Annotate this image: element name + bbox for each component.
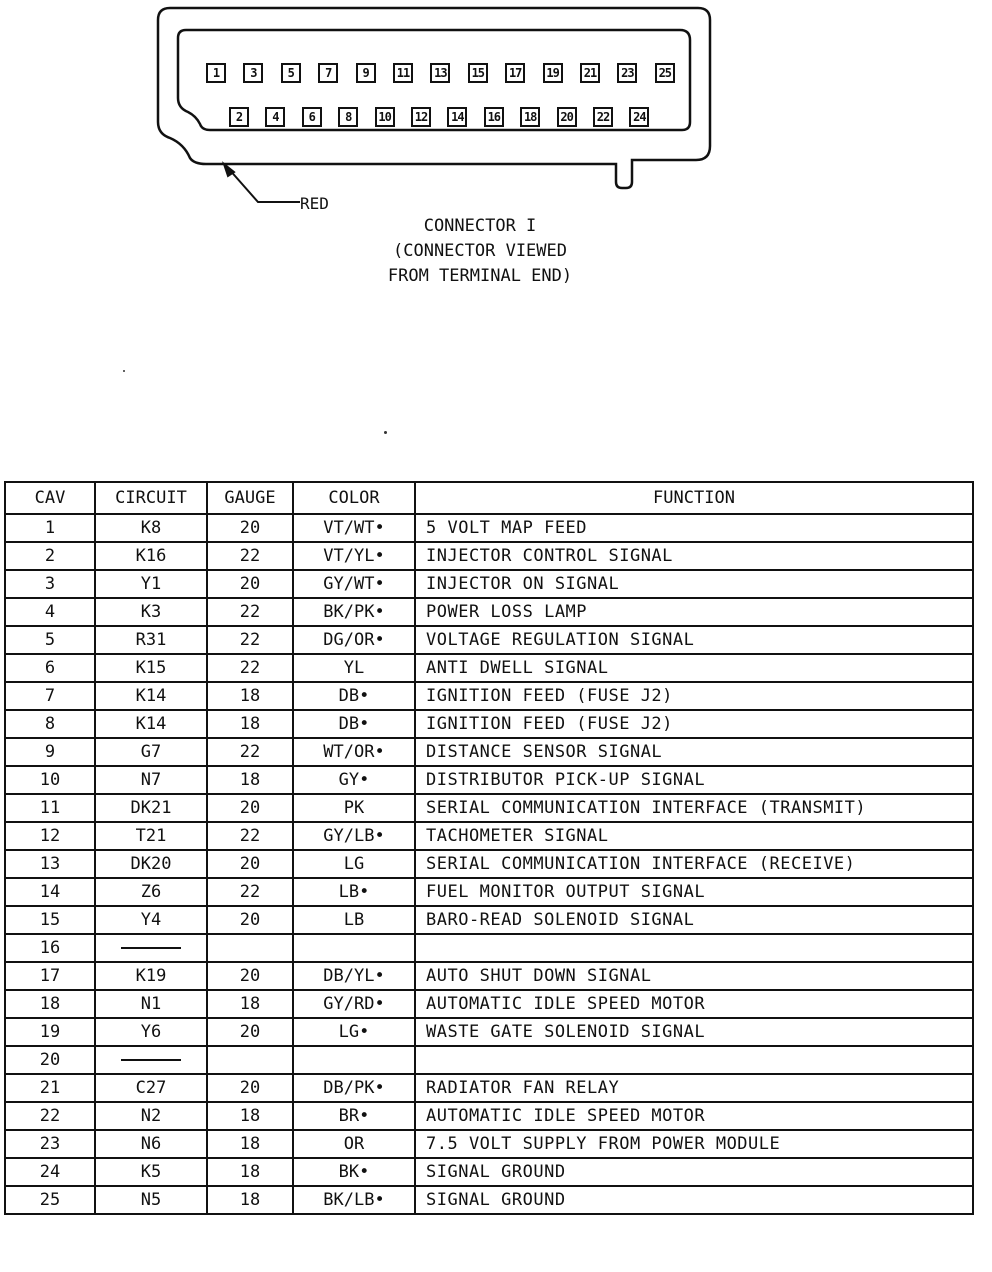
pin-cavity: 13 (430, 63, 450, 83)
cell-cav: 1 (5, 514, 95, 542)
table-row (5, 710, 973, 738)
cell-circuit (95, 934, 207, 962)
cell-cav: 15 (5, 906, 95, 934)
cell-gauge: 20 (207, 850, 293, 878)
cell-circuit: N5 (95, 1186, 207, 1214)
cell-circuit: Y1 (95, 570, 207, 598)
cell-cav: 7 (5, 682, 95, 710)
pin-cavity: 22 (593, 107, 613, 127)
cell-gauge: 20 (207, 1074, 293, 1102)
cell-function: INJECTOR ON SIGNAL (415, 570, 973, 598)
cell-circuit: DK21 (95, 794, 207, 822)
red-pointer-label: RED (300, 194, 329, 213)
cell-function: ANTI DWELL SIGNAL (415, 654, 973, 682)
cell-cav: 23 (5, 1130, 95, 1158)
cell-color: GY• (293, 766, 415, 794)
cell-gauge: 18 (207, 1186, 293, 1214)
cell-circuit: N1 (95, 990, 207, 1018)
table-row (5, 962, 973, 990)
pin-cavity: 16 (484, 107, 504, 127)
cell-cav: 3 (5, 570, 95, 598)
cell-color (293, 934, 415, 962)
cell-color: GY/WT• (293, 570, 415, 598)
unused-dash (121, 947, 181, 949)
cell-gauge: 22 (207, 626, 293, 654)
cell-circuit: Y6 (95, 1018, 207, 1046)
cell-gauge: 20 (207, 1018, 293, 1046)
pin-cavity: 15 (468, 63, 488, 83)
cell-circuit: Y4 (95, 906, 207, 934)
table-row (5, 1186, 973, 1214)
table-row (5, 794, 973, 822)
cell-color: LG• (293, 1018, 415, 1046)
cell-cav: 12 (5, 822, 95, 850)
cell-gauge: 20 (207, 570, 293, 598)
cell-cav: 13 (5, 850, 95, 878)
table-row (5, 766, 973, 794)
pin-cavity: 21 (580, 63, 600, 83)
cell-gauge: 18 (207, 766, 293, 794)
pin-cavity: 5 (281, 63, 301, 83)
cell-function: DISTRIBUTOR PICK-UP SIGNAL (415, 766, 973, 794)
cell-color: GY/RD• (293, 990, 415, 1018)
cell-function: INJECTOR CONTROL SIGNAL (415, 542, 973, 570)
cell-color: DG/OR• (293, 626, 415, 654)
pin-cavity: 12 (411, 107, 431, 127)
cell-circuit: K15 (95, 654, 207, 682)
table-row (5, 1074, 973, 1102)
cell-color: YL (293, 654, 415, 682)
cell-gauge: 22 (207, 654, 293, 682)
cell-circuit: K3 (95, 598, 207, 626)
cell-gauge: 22 (207, 822, 293, 850)
cell-color: DB• (293, 682, 415, 710)
cell-function: DISTANCE SENSOR SIGNAL (415, 738, 973, 766)
table-row (5, 598, 973, 626)
caption-line-2: (CONNECTOR VIEWED (393, 241, 567, 261)
pin-cavity: 9 (356, 63, 376, 83)
pin-cavity: 7 (318, 63, 338, 83)
cell-cav: 8 (5, 710, 95, 738)
pin-cavity: 2 (229, 107, 249, 127)
cell-gauge: 18 (207, 1158, 293, 1186)
cell-circuit: N6 (95, 1130, 207, 1158)
table-row (5, 1102, 973, 1130)
cell-function: WASTE GATE SOLENOID SIGNAL (415, 1018, 973, 1046)
table-row (5, 1046, 973, 1074)
cell-gauge: 22 (207, 878, 293, 906)
pin-cavity: 18 (520, 107, 540, 127)
pin-cavity: 8 (338, 107, 358, 127)
pin-assignment-table (4, 481, 974, 1215)
cell-color: BK/PK• (293, 598, 415, 626)
cell-color: DB/PK• (293, 1074, 415, 1102)
cell-function: VOLTAGE REGULATION SIGNAL (415, 626, 973, 654)
table-row (5, 878, 973, 906)
pin-cavity: 23 (617, 63, 637, 83)
cell-circuit: K14 (95, 682, 207, 710)
cell-gauge: 20 (207, 514, 293, 542)
table-row (5, 906, 973, 934)
pin-cavity: 19 (543, 63, 563, 83)
cell-function: BARO-READ SOLENOID SIGNAL (415, 906, 973, 934)
cell-function: SERIAL COMMUNICATION INTERFACE (RECEIVE) (415, 850, 973, 878)
unused-dash (121, 1059, 181, 1061)
pin-cavity: 25 (655, 63, 675, 83)
cell-cav: 16 (5, 934, 95, 962)
cell-gauge: 18 (207, 710, 293, 738)
pin-cavity: 6 (302, 107, 322, 127)
cell-function: 7.5 VOLT SUPPLY FROM POWER MODULE (415, 1130, 973, 1158)
header-function: FUNCTION (415, 482, 973, 514)
pin-cavity: 10 (375, 107, 395, 127)
cell-cav: 19 (5, 1018, 95, 1046)
pin-cavity: 3 (243, 63, 263, 83)
table-row (5, 542, 973, 570)
pin-cavity: 20 (557, 107, 577, 127)
cell-circuit: G7 (95, 738, 207, 766)
cell-function: 5 VOLT MAP FEED (415, 514, 973, 542)
cell-color: GY/LB• (293, 822, 415, 850)
table-row (5, 1018, 973, 1046)
table-row (5, 626, 973, 654)
cell-color: OR (293, 1130, 415, 1158)
cell-function: SERIAL COMMUNICATION INTERFACE (TRANSMIT) (415, 794, 973, 822)
table-row (5, 738, 973, 766)
pin-cavity: 1 (206, 63, 226, 83)
cell-circuit: K19 (95, 962, 207, 990)
cell-function: FUEL MONITOR OUTPUT SIGNAL (415, 878, 973, 906)
cell-gauge: 18 (207, 990, 293, 1018)
cell-circuit (95, 1046, 207, 1074)
cell-cav: 18 (5, 990, 95, 1018)
cell-circuit: N7 (95, 766, 207, 794)
cell-circuit: K8 (95, 514, 207, 542)
scan-speck (384, 431, 387, 434)
cell-cav: 6 (5, 654, 95, 682)
cell-function: IGNITION FEED (FUSE J2) (415, 682, 973, 710)
table-row (5, 850, 973, 878)
cell-color (293, 1046, 415, 1074)
cell-color: WT/OR• (293, 738, 415, 766)
cell-color: BK• (293, 1158, 415, 1186)
cell-cav: 17 (5, 962, 95, 990)
cell-cav: 10 (5, 766, 95, 794)
cell-color: BK/LB• (293, 1186, 415, 1214)
cell-circuit: K16 (95, 542, 207, 570)
cell-color: BR• (293, 1102, 415, 1130)
cell-color: DB/YL• (293, 962, 415, 990)
cell-cav: 5 (5, 626, 95, 654)
cell-cav: 20 (5, 1046, 95, 1074)
cell-circuit: DK20 (95, 850, 207, 878)
cell-function (415, 1046, 973, 1074)
connector-diagram (150, 4, 720, 213)
cell-function: SIGNAL GROUND (415, 1186, 973, 1214)
header-color: COLOR (293, 482, 415, 514)
cell-gauge: 22 (207, 598, 293, 626)
cell-function (415, 934, 973, 962)
pin-cavity: 24 (629, 107, 649, 127)
table-row (5, 934, 973, 962)
cell-color: LB (293, 906, 415, 934)
cell-function: AUTO SHUT DOWN SIGNAL (415, 962, 973, 990)
cell-function: RADIATOR FAN RELAY (415, 1074, 973, 1102)
connector-caption (340, 214, 620, 289)
cell-gauge: 20 (207, 906, 293, 934)
cell-gauge: 22 (207, 738, 293, 766)
cell-circuit: C27 (95, 1074, 207, 1102)
connector-outline (150, 4, 720, 204)
cell-circuit: K14 (95, 710, 207, 738)
cell-function: TACHOMETER SIGNAL (415, 822, 973, 850)
table-row (5, 682, 973, 710)
cell-gauge: 18 (207, 682, 293, 710)
cell-gauge (207, 1046, 293, 1074)
cell-cav: 11 (5, 794, 95, 822)
header-gauge: GAUGE (207, 482, 293, 514)
pin-cavity: 14 (447, 107, 467, 127)
cell-cav: 14 (5, 878, 95, 906)
table-row (5, 1130, 973, 1158)
cell-cav: 22 (5, 1102, 95, 1130)
table-row (5, 654, 973, 682)
table-header-row (5, 482, 973, 514)
cell-color: PK (293, 794, 415, 822)
pin-cavity: 11 (393, 63, 413, 83)
cell-cav: 25 (5, 1186, 95, 1214)
cell-color: LB• (293, 878, 415, 906)
cell-circuit: T21 (95, 822, 207, 850)
table-row (5, 514, 973, 542)
cell-function: POWER LOSS LAMP (415, 598, 973, 626)
cell-cav: 24 (5, 1158, 95, 1186)
table-row (5, 822, 973, 850)
cell-gauge: 20 (207, 962, 293, 990)
caption-line-1: CONNECTOR I (423, 216, 537, 236)
cell-circuit: R31 (95, 626, 207, 654)
table-row (5, 570, 973, 598)
scan-speck (123, 370, 125, 372)
caption-line-3: FROM TERMINAL END) (387, 266, 573, 286)
pin-cavity: 17 (505, 63, 525, 83)
header-cav: CAV (5, 482, 95, 514)
header-circuit: CIRCUIT (95, 482, 207, 514)
cell-gauge: 18 (207, 1102, 293, 1130)
cell-function: SIGNAL GROUND (415, 1158, 973, 1186)
table-row (5, 990, 973, 1018)
cell-cav: 9 (5, 738, 95, 766)
cell-gauge (207, 934, 293, 962)
cell-function: AUTOMATIC IDLE SPEED MOTOR (415, 990, 973, 1018)
cell-cav: 2 (5, 542, 95, 570)
cell-gauge: 18 (207, 1130, 293, 1158)
cell-color: LG (293, 850, 415, 878)
cell-color: VT/WT• (293, 514, 415, 542)
cell-circuit: Z6 (95, 878, 207, 906)
table-row (5, 1158, 973, 1186)
cell-circuit: N2 (95, 1102, 207, 1130)
cell-function: IGNITION FEED (FUSE J2) (415, 710, 973, 738)
pin-cavity: 4 (265, 107, 285, 127)
cell-cav: 21 (5, 1074, 95, 1102)
cell-cav: 4 (5, 598, 95, 626)
cell-gauge: 20 (207, 794, 293, 822)
cell-color: DB• (293, 710, 415, 738)
cell-color: VT/YL• (293, 542, 415, 570)
cell-circuit: K5 (95, 1158, 207, 1186)
cell-function: AUTOMATIC IDLE SPEED MOTOR (415, 1102, 973, 1130)
cell-gauge: 22 (207, 542, 293, 570)
